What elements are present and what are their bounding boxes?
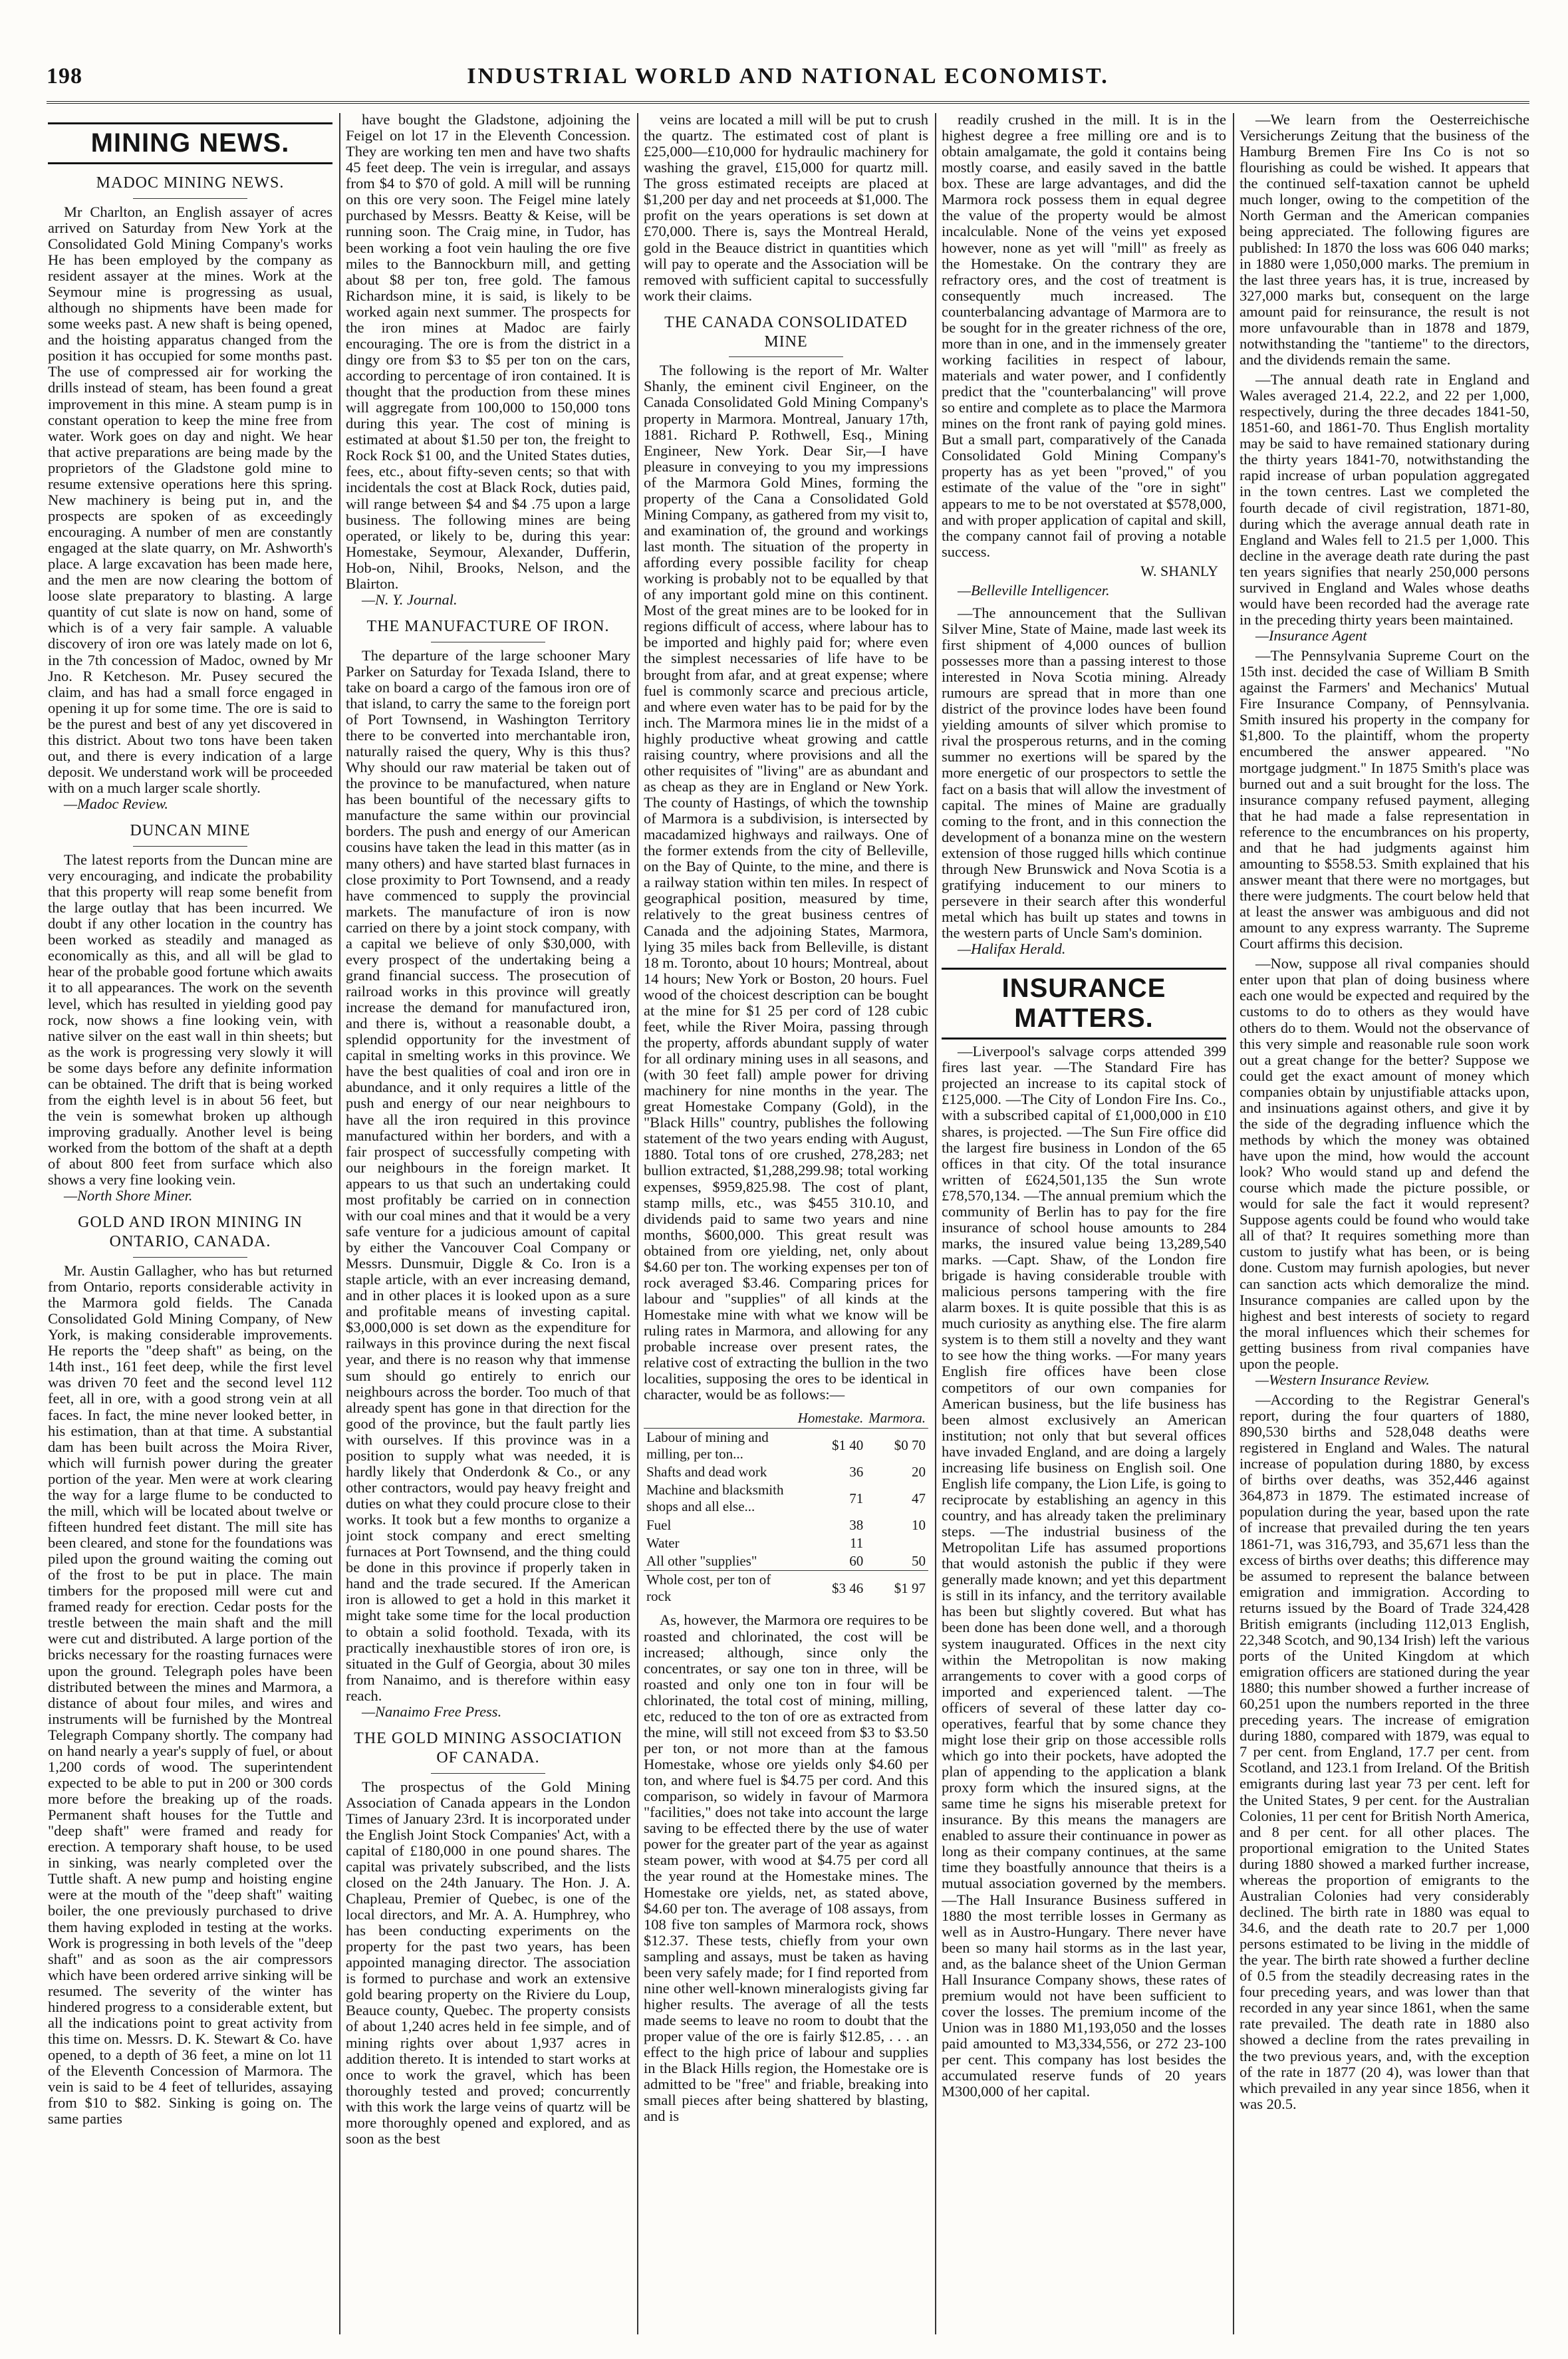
column-rule: [1233, 113, 1234, 2334]
article-title: DUNCAN MINE: [130, 822, 251, 840]
table-cell: 47: [912, 1490, 926, 1506]
column-1: [48, 112, 332, 2336]
section-heading-mining-news: MINING NEWS.: [48, 122, 332, 164]
article-source: —Nanaimo Free Press.: [362, 1703, 502, 1720]
table-cell: Machine and blacksmith shops and all else...: [646, 1482, 784, 1515]
title-rule: [133, 198, 247, 199]
article-source: —N. Y. Journal.: [362, 591, 457, 608]
table-cell: 71: [849, 1490, 864, 1506]
table-cell: Whole cost, per ton of rock: [644, 1571, 795, 1606]
table-row: [644, 1534, 928, 1552]
title-rule: [133, 1257, 247, 1258]
article-body: —According to the Registrar General's report, during the four quarters of 1880, 890,530 births and 528,048 deaths were registered in England and Wales. The natural increase of population during 1880, by excess of births over deaths, was 352,446 against 364,873 in 1879. The estimated increase of population during the year, based upon the rate of increase that prevailed during the ten years 1861-71, was 316,793, and 35,671 less than the excess of births over deaths; this difference may be assumed to represent the balance between emigration and immigration. According to returns issued by the Board of Trade 324,428 British emigrants (including 112,013 English, 22,348 Scotch, and 90,134 Irish) left the various ports of the United Kingdom at which emigration officers are stationed during the year 1880; this number showed a further increase of 60,251 upon the numbers reported in the three preceding years. The increase of emigration during 1880, compared with 1879, was equal to 7 per cent. from England, 17.7 per cent. from Scotland, and 123.1 from Ireland. Of the British emigrants during last year 73 per cent. left for the United States, 9 per cent. for the Australian Colonies, 11 per cent for British North America, and 8 per cent. for all other places. The proportional emigration to the United States during 1880 showed a marked further increase, whereas the proportion of emigrants to the Australian Colonies had very considerably declined. The birth rate in 1880 was equal to 34.6, and the death rate to 20.7 per 1,000 persons estimated to be living in the middle of the year. The birth rate showed a further decline of 0.5 from the steadily decreasing rates in the four preceding years, and was lower than that recorded in any year since 1861, when the same rate prevailed. The death rate in 1880 also showed a decline from the rates prevailing in the two previous years, and, with the exception of the rate in 1877 (20 4), was lower than that which prevailed in any year since 1856, when it was 20.5.: [1240, 1391, 1529, 2112]
article-title: GOLD AND IRON MINING IN ONTARIO, CANADA.: [78, 1214, 303, 1251]
table-row: [644, 1516, 928, 1534]
article-body: —The announcement that the Sullivan Silver Mine, State of Maine, made last week its first shipment of 4,000 ounces of bullion possesses more than a passing interest to those interested in Nova Scotia mining. Already rumours are spread that in more than one district of the province lodes have been found yielding amounts of silver which promise to rival the prosperous returns, and in the coming summer no exertions will be spared by the more energetic of our prospectors to settle the fact on a basis that will allow the investment of capital. The mines of Maine are gradually coming to the front, and in this connection the development of a bonanza mine on the western extension of those rugged hills which continue through New Brunswick and Nova Scotia is a gratifying inducement to our miners to persevere in their search after this wonderful metal which has built up states and towns in the western parts of Uncle Sam's dominion.: [942, 604, 1226, 942]
title-rule: [133, 846, 247, 847]
column-rule: [637, 113, 638, 2334]
table-row: [644, 1428, 928, 1463]
column-2: [346, 112, 630, 2336]
table-header-cell: Homestake.: [795, 1409, 866, 1428]
article-source: —Belleville Intelligencer.: [958, 581, 1110, 599]
article-body: Mr. Austin Gallagher, who has but returned from Ontario, reports considerable activity in the Marmora gold fields. The Canada Consolidated Gold Mining Company, of New York, is making considerable improvements. He reports the "deep shaft" as being, on the 14th inst., 161 feet deep, while the first level was driven 70 feet and the second level 112 feet, all in ore, with a good strong vein at all faces. In fact, the mine never looked better, in his estimation, than at that time. A substantial dam has been built across the Moira River, which will furnish power during the greater portion of the year. Men were at work clearing the way for a large flume to be conducted to the mill, which will be located about twelve or fifteen hundred feet distant. The mill site has been cleared, and stone for the foundations was piled upon the ground waiting the coming out of the frost to be put in place. The main timbers for the proposed mill were cut and framed ready for erection. Cedar posts for the trestle between the main shaft and the mill were cut and distributed. A large portion of the bricks necessary for the roasting furnaces were upon the ground. Telegraph poles have been distributed between the mines and Marmora, a distance of about four miles, and wires and instruments will be furnished by the Montreal Telegraph Company shortly. The company had on hand nearly a year's supply of fuel, or about 1,200 cords of wood. The superintendent expected to be able to put in 200 or 300 cords more before the breaking up of the roads. Permanent shaft houses for the Tuttle and "deep shaft" were framed and ready for erection. A temporary shaft house, to be used in sinking, was nearly completed over the Tuttle shaft. A new pump and hoisting engine were at the mouth of the "deep shaft" waiting boiler, the one previously purchased to drive them having exploded in testing at the works. Work is progressing in both levels of the "deep shaft" and as soon as the air compressors which have been ordered arrive sinking will be resumed. The severity of the winter has hindered progress to a considerable extent, but all the indications point to great activity from this time on. Messrs. D. K. Stewart & Co. have opened, to a depth of 36 feet, a mine on lot 11 of the Eleventh Concession of Marmora. The vein is said to be 4 feet of tellurides, assaying from $10 to $82. Sinking is going on. The same parties: [48, 1262, 332, 2128]
table-cell: $3 46: [795, 1571, 866, 1606]
table-header-cell: Marmora.: [866, 1409, 928, 1428]
table-header-cell: [644, 1409, 795, 1428]
article-body: The prospectus of the Gold Mining Association of Canada appears in the London Times of January 23rd. It is incorporated under the English Joint Stock Companies' Act, with a capital of £180,000 in one pound shares. The capital was privately subscribed, and the lists closed on the 24th January. The Hon. J. A. Chapleau, Premier of Quebec, is one of the local directors, and Mr. A. A. Humphrey, who has been conducting experiments on the property for the past two years, has been appointed managing director. The association is formed to purchase and work an extensive gold bearing property on the Riviere du Loup, Beauce county, Quebec. The property consists of about 1,240 acres held in fee simple, and of mining rights over about 1,937 acres in addition thereto. It is intended to start works at once to work the gravel, which has been thoroughly tested and proved; concurrently with this work the large veins of quartz will be more thoroughly opened and explored, and as soon as the best: [346, 1778, 630, 2147]
table-cell: 60: [849, 1552, 864, 1569]
article-source: —Halifax Herald.: [958, 940, 1066, 958]
article-source: —Western Insurance Review.: [1255, 1371, 1430, 1388]
table-cell: $0 70: [894, 1437, 926, 1454]
column-rule: [339, 113, 340, 2334]
title-rule: [431, 1773, 545, 1774]
table-header-row: [644, 1409, 928, 1428]
article-body: The latest reports from the Duncan mine are very encouraging, and indicate the probability that this property will reap some benefit from the large outlay that has been incurred. We doubt if any other location in the country has been worked as steadily and managed as economically as this, and all will be glad to hear of the probable good fortune which awaits it to all appearances. The work on the seventh level, which has resulted in yielding good pay rock, now shows a fine looking vein, with native silver on the east wall in thin sheets; but as the work is progressing very slowly it will be some days before any definite information can be obtained. The drift that is being worked from the eighth level is in about 56 feet, but the vein is somewhat broken up although improving gradually. Another level is being worked from the bottom of the shaft at a depth of about 800 feet from surface which also shows a very fine looking vein.: [48, 851, 332, 1188]
column-rule: [935, 113, 936, 2334]
masthead: [47, 61, 1529, 101]
article-title: THE GOLD MINING ASSOCIATION OF CANADA.: [354, 1729, 622, 1766]
table-cell: $1 40: [831, 1437, 864, 1454]
table-row: [644, 1552, 928, 1571]
article-source: —Madoc Review.: [64, 795, 169, 813]
article-source: —North Shore Miner.: [64, 1187, 193, 1204]
article-body: —The annual death rate in England and Wales averaged 21.4, 22.2, and 22 per 1,000, respectively, during the three decades 1841-50, 1851-60, and 1861-70. Thus English mortality may be said to have remained stationary during the thirty years 1841-70, notwithstanding the rapid increase of urban population aggregated in the town centres. Last we completed the fourth decade of civil registration, 1871-80, during which the average annual death rate in England and Wales fell to 21.5 per 1,000. This decline in the average death rate during the past ten years signifies that nearly 250,000 persons survived in England and Wales whose deaths would have been recorded had the average rate in the preceding thirty years been maintained.: [1240, 371, 1529, 628]
article-body: Mr Charlton, an English assayer of acres arrived on Saturday from New York at the Consolidated Gold Mining Company's works He has been employed by the company as resident assayer at the mines. Work at the Seymour mine is progressing as usual, although no shipments have been made for some weeks past. A new shaft is being opened, and the hoisting apparatus changed from the position it has occupied for some months past. The use of compressed air for working the drills instead of steam, has been found a great improvement in this mine. A steam pump is in constant operation to keep the mine free from water. Work goes on day and night. We hear that active preparations are being made by the proprietors of the Gladstone gold mine to resume extensive operations here this spring. New machinery is being put in, and the prospects are spoken of as exceedingly encouraging. A number of men are constantly engaged at the slate quarry, on Mr. Ashworth's place. A large excavation has been made here, and the men are now clearing the bottom of loose slate preparatory to blasting. A large quantity of cut slate is now on hand, some of which is of a very fair sample. A valuable discovery of iron ore was lately made on lot 6, in the 7th concession of Madoc, owned by Mr Jno. R Ketcheson. Mr. Pusey secured the claim, and has had a small force engaged in opening it up for some time. The ore is said to be the purest and best of any yet discovered in this district. About two tons have been taken out, and there is every indication of a large deposit. We understand work will be proceeded with on a much larger scale shortly.: [48, 203, 332, 797]
table-cell: 50: [912, 1552, 926, 1569]
table-cell: [866, 1534, 928, 1552]
table-total-row: [644, 1571, 928, 1606]
column-4: [942, 112, 1226, 2336]
table-cell: 10: [912, 1516, 926, 1533]
article-signature: W. SHANLY: [1140, 562, 1218, 579]
table-cell: Water: [646, 1534, 680, 1551]
article-body: —Liverpool's salvage corps attended 399 fires last year. —The Standard Fire has projected an increase to its capital stock of £125,000. —The City of London Fire Ins. Co., with a subscribed capital of £1,000,000 in £10 shares, is projected. —The Sun Fire office did the largest fire business in London of the 65 offices in that city. Of the total insurance written of £624,501,135 the Sun wrote £78,570,134. —The annual premium which the community of Berlin has to pay for the fire insurance of school house amounts to 284 marks, the insured value being 13,289,540 marks. —Capt. Shaw, of the London fire brigade is having considerable trouble with malicious persons tampering with the fire alarm boxes. It is quite possible that this is as much curiosity as anything else. The fire alarm system is to them still a novelty and they want to see how the thing works. —For many years English fire offices have been close competitors of our own companies for American business, but the life business has been almost exclusively an American institution; not only that but several offices have invaded England, and are doing a largely increasing life business on English soil. One English life company, the Lion Life, is going to reciprocate by establishing an agency in this country, and has already taken the preliminary steps. —The industrial business of the Metropolitan Life has assumed proportions that would astonish the public if they were generally made known; and yet this department is still in its infancy, and the territory available has been but slightly covered. But what has been done has been done well, and a thorough system inaugurated. Offices in the next city within the Metropolitan is now making arrangements to cover with a good corps of imported and experienced talent. —The officers of several of these latter day co-operatives, fearful that by some chance they might lose their grip on those accessible rolls which go into their pockets, have adopted the plan of appending to the application a blank proxy form which the insured signs, at the same time he signs his miserable pretext for insurance. By this means the managers are enabled to assure their continuance in power as long as their company continues, at the same time they boastfully announce that theirs is a mutual association governed by the members. —The Hall Insurance Business suffered in 1880 the most terrible losses in Germany as well as in Austro-Hungary. There never have been so many hail storms as in the last year, and, as the balance sheet of the Union German Hall Insurance Company shows, these rates of premium would not have been sufficient to cover the losses. The premium income of the Union was in 1880 M1,193,050 and the losses paid amounted to M3,334,556, or 272 23-100 per cent. This company has lost besides the accumulated reserve funds of 20 years M300,000 of her capital.: [942, 1043, 1226, 2100]
table-cell: 38: [849, 1516, 864, 1533]
title-rule: [729, 356, 843, 357]
cost-comparison-table: [644, 1409, 928, 1605]
table-row: [644, 1463, 928, 1481]
table-cell: 20: [912, 1463, 926, 1480]
table-cell: Shafts and dead work: [646, 1463, 767, 1480]
table-cell: $1 97: [866, 1571, 928, 1606]
article-body: readily crushed in the mill. It is in the highest degree a free milling ore and is to obtain amalgamate, the gold it contains being mostly coarse, and easily saved in the battle box. These are large advantages, and did the Marmora rock possess them in equal degree the value of the property would be almost incalculable. None of the veins yet exposed however, none as yet will "mill" as freely as the Homestake. On the contrary they are refractory ores, and the cost of treatment is consequently much increased. The counterbalancing advantage of Marmora are to be sought for in the greater richness of the ore, more than in one, and in the immensely greater working facilities in respect of labour, materials and water power, and I confidently predict that the "counterbalancing" will prove so entire and complete as to place the Marmora mines on the front rank of paying gold mines. But a small part, comparatively of the Canada Consolidated Gold Mining Company's property has as yet been "proved," of you estimate of the value of the "ore in sight" appears to me to be not overstated at $578,000, and with proper application of capital and skill, the company cannot fail of proving a notable success.: [942, 112, 1226, 560]
page-number: 198: [47, 64, 82, 88]
article-body: The following is the report of Mr. Walter Shanly, the eminent civil Engineer, on the Canada Consolidated Gold Mining Company's property in Marmora. Montreal, January 17th, 1881. Richard P. Rothwell, Esq., Mining Engineer, New York. Dear Sir,—I have pleasure in conveying to you my impressions of the Marmora Gold Mines, forming the property of the Cana a Consolidated Gold Mining Company, as gathered from my visit to, and examination of, the ground and workings last month. The situation of the property in affording every possible facility for cheap working is probably not to be equalled by that of any important gold mine on this continent. Most of the great mines are to be looked for in regions difficult of access, where labour has to be imported and highly paid for; where even the simplest necessaries of life have to be brought from afar, and at great expense; where fuel is commonly scarce and precious article, and where even water has to be paid for by the inch. The Marmora mines lie in the midst of a highly productive wheat growing and cattle raising country, where provisions and all the other requisites of "living" are as abundant and as cheap as they are in England or New York. The county of Hastings, of which the township of Marmora is a subdivision, is intersected by macadamized highways and railways. One of the former extends from the city of Belleville, on the Bay of Quinte, to the mine, and there is a railway station within ten miles. In respect of geographical position, measured by time, relatively to the great business centres of Canada and the adjoining States, Marmora, lying 35 miles back from Belleville, is distant 18 m. Toronto, about 10 hours; Montreal, about 14 hours; New York or Boston, 20 hours. Fuel wood of the choicest description can be bought at the mine for $1 25 per cord of 128 cubic feet, while the River Moira, passing through the property, affords abundant supply of water for all ordinary mining uses in all seasons, and (with 30 feet fall) ample power for driving machinery for nine months in the year. The great Homestake Company (Gold), in the "Black Hills" country, publishes the following statement of the two years ending with August, 1880. Total tons of ore crushed, 278,283; net bullion extracted, $1,288,299.98; total working expenses, $959,825.98. The cost of plant, stamp mills, etc., was $455 310.10, and dividends paid to same two years and nine months, $600,000. This great result was obtained from ore yielding, net, only about $4.60 per ton. The working expenses per ton of rock averaged $3.46. Comparing prices for labour and "supplies" of all kinds at the Homestake mine with what we know will be ruling rates in Marmora, and allowing for any probable increase over present rates, the relative cost of extracting the bullion in the two localities, supposing the ores to be identical in character, would be as follows:—: [644, 362, 928, 1403]
article-title: MADOC MINING NEWS.: [96, 174, 285, 192]
article-title: THE MANUFACTURE OF IRON.: [366, 617, 610, 635]
article-body: —We learn from the Oesterreichische Versicherungs Zeitung that the business of the Hamburg Bremen Fire Ins Co is not so flourishing as could be wished. It appears that the continued self-taxation cannot be upheld much longer, owing to the competition of the North German and the American companies being appreciated. The following figures are published: In 1870 the loss was 606 040 marks; in 1880 were 1,050,000 marks. The premium in the last three years has, it is true, increased by 327,000 marks but, consequent on the large amount paid for reinsurance, the result is not more unfavourable than in 1878 and 1879, notwithstanding the "tantieme" to the directors, and the dividends remain the same.: [1240, 112, 1529, 368]
masthead-rule: [47, 101, 1529, 104]
column-5: [1240, 112, 1529, 2336]
article-body: —The Pennsylvania Supreme Court on the 15th inst. decided the case of William B Smith against the Farmers' and Mechanics' Mutual Fire Insurance Company, of Pennsylvania. Smith insured his property in the company for $1,800. To the plaintiff, whom the property encumbered the answer appeared. "No mortgage judgment." In 1875 Smith's place was burned out and a suit brought for the loss. The insurance company refused payment, alleging that he had made a false representation in reference to the encumbrances on his property, and that he had judgments against him amounting to $558.53. Smith explained that his answer meant that there were no mortgages, but there were judgments. The court below held that at least the answer was ambiguous and did not amount to any express warranty. The Supreme Court affirms this decision.: [1240, 647, 1529, 952]
table-cell: 36: [849, 1463, 864, 1480]
table-cell: All other "supplies": [646, 1552, 757, 1569]
table-cell: Labour of mining and milling, per ton...: [646, 1429, 769, 1462]
table-row: [644, 1481, 928, 1516]
running-title: INDUSTRIAL WORLD AND NATIONAL ECONOMIST.: [467, 64, 1109, 88]
article-body: have bought the Gladstone, adjoining the Feigel on lot 17 in the Eleventh Concession. They are working ten men and have two shafts 45 feet deep. The vein is irregular, and assays from $4 to $70 of gold. A mill will be running on this ore very soon. The Feigel mine lately purchased by Messrs. Beatty & Keise, will be running soon. The Craig mine, in Tudor, has been working a foot vein hauling the ore five miles to the Bannockburn mill, and getting about $8 per ton, free gold. The famous Richardson mine, it is said, is likely to be worked again next summer. The prospects for the iron mines at Madoc are fairly encouraging. The ore is from the district in a dingy ore from $3 to $5 per ton on the cars, according to percentage of iron contained. It is thought that the production from these mines will aggregate from 100,000 to 150,000 tons during this year. The cost of mining is estimated at about $1.50 per ton, the freight to Rock Rock $1 00, and the United States duties, fees, etc., about fifty-seven cents; so that with incidentals the cost at Black Rock, duties paid, will range between $4 and $4 .75 upon a large business. The following mines are being operated, or likely to be, during this year: Homestake, Seymour, Alexander, Dufferin, Hob-on, Nihil, Brooks, Nelson, and the Blairton.: [346, 112, 630, 592]
article-body: As, however, the Marmora ore requires to be roasted and chlorinated, the cost will be increased; although, since only the concentrates, or say one ton in three, will be roasted and only one ton in four will be chlorinated, the total cost of mining, milling, etc, reduced to the ton of ore as extracted from the mine, will still not exceed from $3 to $3.50 per ton, or not more than at the famous Homestake, whose ore yields only $4.60 per ton, and where fuel is $4.75 per cord. And this comparison, so widely in favour of Marmora "facilities," does not take into account the large saving to be effected there by the use of water power for the greater part of the year as against steam power, with wood at $4.75 per cord all the year round at the Homestake mines. The Homestake ore yields, net, as stated above, $4.60 per ton. The average of 108 assays, from 108 five ton samples of Marmora rock, shows $12.37. These tests, chiefly from your own sampling and assays, must be taken as having been very safely made; for I find reported from nine other well-known mineralogists giving far higher results. The average of all the tests made seems to leave no room to doubt that the proper value of the ore is fairly $12.85, . . . an effect to the high price of labour and supplies in the Black Hills region, the Homestake ore is admitted to be "free" and friable, breaking into small pieces after being shattered by blasting, and is: [644, 1611, 928, 2125]
table-cell: 11: [850, 1534, 864, 1551]
article-body: —Now, suppose all rival companies should enter upon that plan of doing business where each one would be expected and required by the customs to do to others as they would have others do to them. Would not the observance of this very simple and reasonable rule soon work out a great change for the better? Suppose we could get the exact amount of money which companies obtain by unjustifiable attacks upon, and insinuations against others, and give it by the side of the degrading influence which the methods by which the money was obtained have upon the mind, how would the account look? Who would stand up and defend the course which made the picture possible, or would for sale the fact it would represent? Suppose agents could be found who would take all of that? It requires something more than custom to justify what has been, or is being done. Custom may furnish apologies, but never can sanction acts which demoralize the mind. Insurance companies are called upon by the highest and best interests of society to regard the moral influences which their schemes for getting business from rival companies have upon the people.: [1240, 955, 1529, 1372]
column-3: [644, 112, 928, 2336]
article-source: —Insurance Agent: [1255, 627, 1367, 644]
table-cell: Fuel: [646, 1516, 672, 1533]
article-body: The departure of the large schooner Mary Parker on Saturday for Texada Island, there to take on board a cargo of the famous iron ore of that island, to carry the same to the foreign port of Port Townsend, in Washington Territory there to be converted into merchantable iron, naturally raised the query, Why is this thus? Why should our raw material be taken out of the province to be manufactured, when nature has been bountiful of the necessary gifts to manufacture the same within our provincial borders. The push and energy of our American cousins have taken the lead in this matter (as in many others) and have started blast furnaces in close proximity to Port Townsend, and a ready have commenced to supply the provincial markets. The manufacture of iron is now carried on there by a joint stock company, with a capital we believe of only $30,000, with every prospect of the undertaking being a grand financial success. The prosecution of railroad works in this province will greatly increase the demand for manufactured iron, and there is, without a reasonable doubt, a splendid opportunity for the investment of capital in smelting works in this province. We have the best qualities of coal and iron ore in abundance, and it only requires a little of the push and energy of our near neighbours to have all the iron required in this province manufactured within her borders, and with a fair prospect of successfully competing with our neighbours in the foreign market. It appears to us that such an undertaking could most profitably be carried on in connection with our coal mines and that it would be a very safe venture for a judicious amount of capital by either the Vancouver Coal Company or Messrs. Dunsmuir, Diggle & Co. Iron is a staple article, with an ever increasing demand, and in other places it is looked upon as a sure and profitable means of investing capital. $3,000,000 is set down as the expenditure for railways in this province during the next fiscal year, and there is no reason why that immense sum should go entirely to enrich our neighbours across the border. Too much of that already spent has gone in that direction for the good of the province, but the fault partly lies with ourselves. If this province was in a position to supply what was needed, it is hardly likely that Onderdonk & Co., or any other contractors, would pay heavy freight and duties on what they could procure close to their works. It took but a few months to organize a joint stock company and erect smelting furnaces at Port Townsend, and the thing could be done in this province if properly taken in hand and the trade secured. If the American iron is allowed to get a hold in this market it might take some time for the local production to obtain a solid foothold. Texada, with its practically inexhaustible stores of iron ore, is situated in the Gulf of Georgia, about 30 miles from Nanaimo, and is therefore within easy reach.: [346, 646, 630, 1704]
article-body: veins are located a mill will be put to crush the quartz. The estimated cost of plant is £25,000—£10,000 for hydraulic machinery for washing the gravel, £15,000 for quartz mill. The gross estimated receipts are placed at $1,200 per day and net proceeds at $1,000. The profit on the years operations is set down at £70,000. There is, says the Montreal Herald, gold in the Beauce district in quantities which will pay to operate and the Association will be removed with sufficient capital to successfully work their claims.: [644, 112, 928, 304]
article-title: THE CANADA CONSOLIDATED MINE: [664, 313, 908, 350]
section-heading-insurance-matters: INSURANCE MATTERS.: [942, 968, 1226, 1040]
